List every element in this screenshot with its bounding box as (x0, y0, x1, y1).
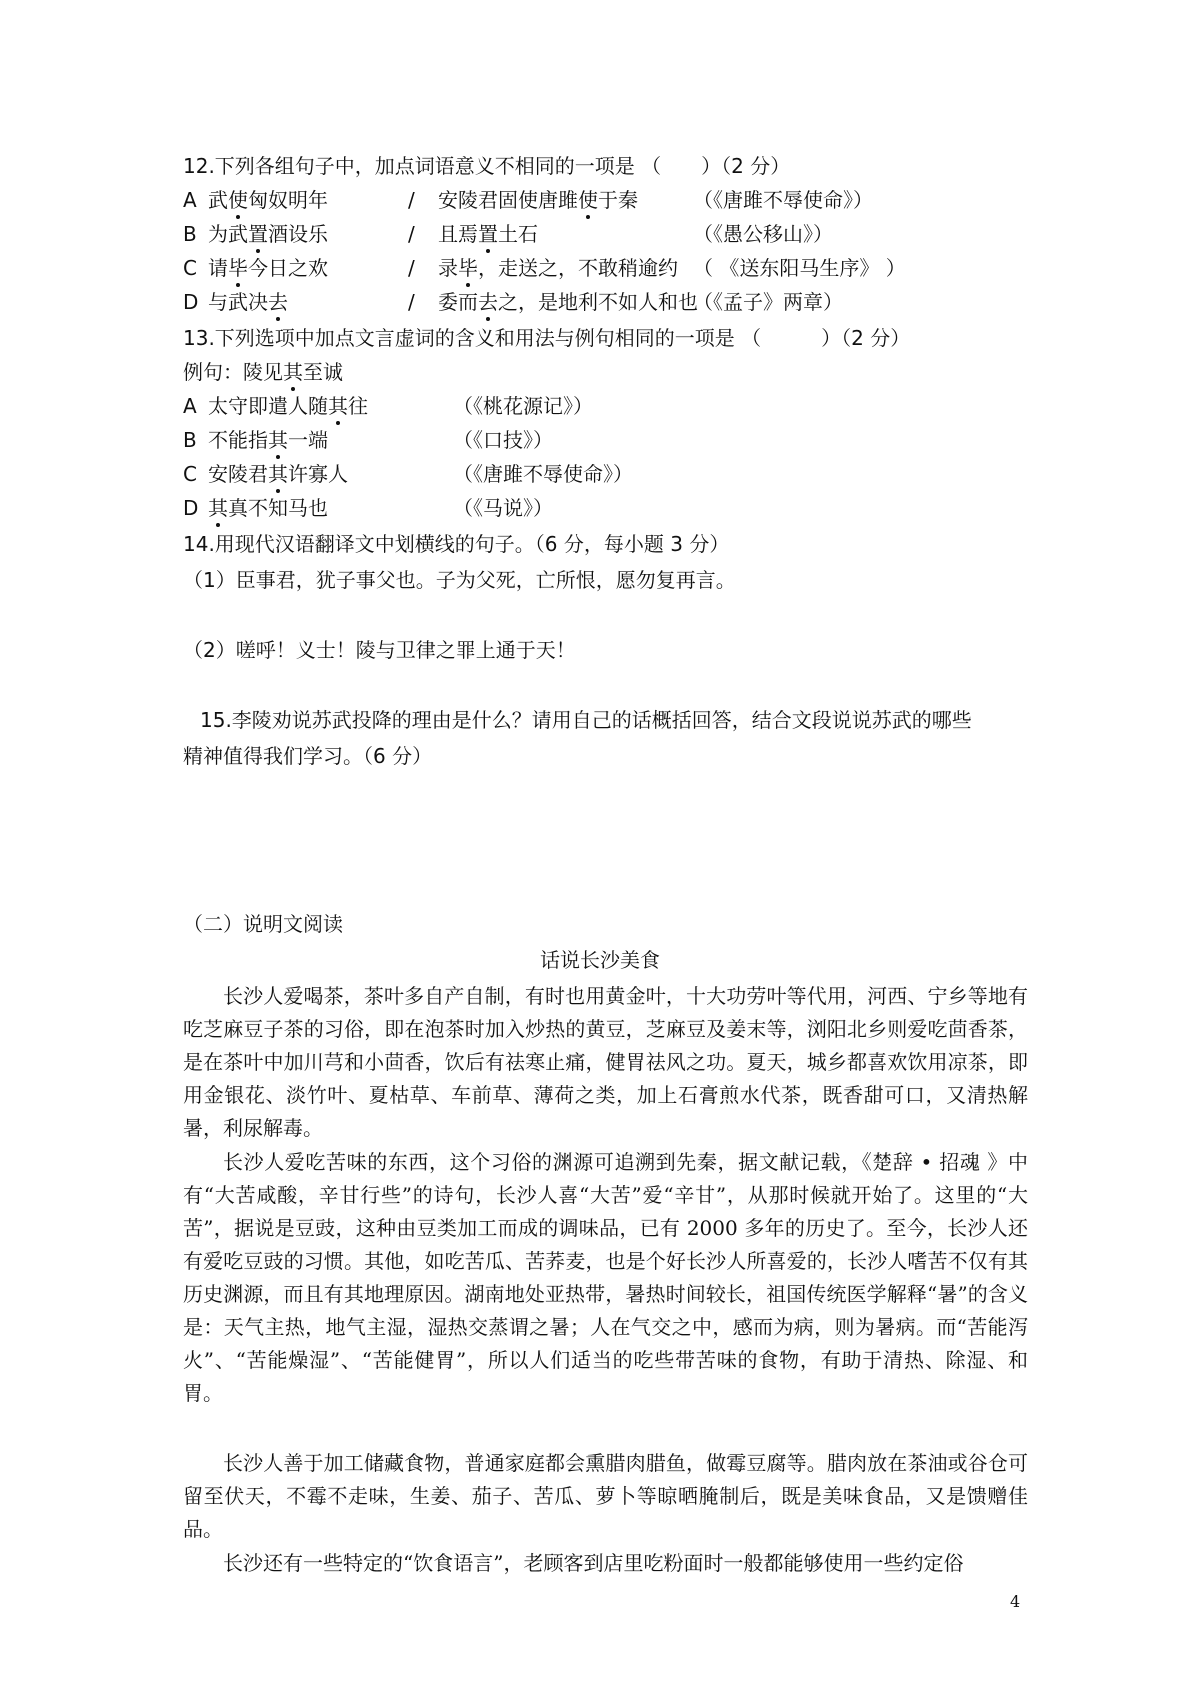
dotted-char: 使 (578, 188, 598, 212)
dotted-char: 置 (248, 222, 268, 246)
dotted-char: 去 (478, 290, 498, 314)
option-text: 安陵君其许寡人 (208, 462, 348, 486)
option-label: C (183, 462, 197, 486)
option-source: （《孟子》两章） (693, 290, 843, 314)
article-title: 话说长沙美食 (540, 948, 660, 972)
option-right-text: 委而去之，是地利不如人和也 (438, 290, 698, 314)
option-slash: / (408, 290, 415, 314)
option-source: （《愚公移山》） (693, 222, 833, 246)
option-right-text: 安陵君固使唐雎使于秦 (438, 188, 638, 212)
option-label: D (183, 496, 199, 520)
option-text: 不能指其一端 (208, 428, 328, 452)
page-number: 4 (1010, 1592, 1021, 1611)
q13-stem: 13.下列选项中加点文言虚词的含义和用法与例句相同的一项是 （ ）（2 分） (183, 326, 911, 350)
option-left-text: 请毕今日之欢 (208, 256, 328, 280)
option-text: 太守即遣人随其往 (208, 394, 368, 418)
dotted-char: 毕 (228, 256, 248, 280)
option-source: （ 《送东阳马生序》 ） (693, 256, 906, 280)
option-slash: / (408, 222, 415, 246)
option-left-text: 为武置酒设乐 (208, 222, 328, 246)
dotted-char: 其 (283, 360, 303, 384)
option-label: D (183, 290, 199, 314)
section-label: （二）说明文阅读 (183, 912, 343, 936)
q12-stem: 12.下列各组句子中，加点词语意义不相同的一项是 （ ）（2 分） (183, 154, 791, 178)
option-label: A (183, 394, 197, 418)
dotted-char: 其 (208, 496, 228, 520)
article-paragraph-3: 长沙人善于加工储藏食物，普通家庭都会熏腊肉腊鱼，做霉豆腐等。腊肉放在茶油或谷仓可留至伏天，不霉不走味，生姜、茄子、苦瓜、萝卜等晾晒腌制后，既是美味食品，又是馈赠佳品。 (183, 1451, 1028, 1541)
option-left-text: 武使匈奴明年 (208, 188, 328, 212)
article-paragraph-4: 长沙还有一些特定的“饮食语言”，老顾客到店里吃粉面时一般都能够使用一些约定俗 (223, 1551, 964, 1575)
option-source: （《马说》） (453, 496, 553, 520)
dotted-char: 毕 (458, 256, 478, 280)
dotted-char: 其 (268, 428, 288, 452)
q13-example: 例句：陵见其至诚 (183, 360, 343, 384)
dotted-char: 置 (478, 222, 498, 246)
article-paragraph-2: 长沙人爱吃苦味的东西，这个习俗的渊源可追溯到先秦，据文献记载，《楚辞 • 招魂 》中有“大苦咸酸，辛甘行些”的诗句，长沙人喜“大苦”爱“辛甘”，从那时候就开始了。这里的“大苦”，据说是豆豉，这种由豆类加工而成的调味品，已有 2000 多年的历史了。至今，长沙人还有爱吃豆豉的习惯。其他，如吃苦瓜、苦荞麦，也是个好长沙人所喜爱的，长沙人嗜苦不仅有其历史渊源，而且有其地理原因。湖南地处亚热带，暑热时间较长，祖国传统医学解释“暑”的含义是：天气主热，地气主湿，湿热交蒸谓之暑；人在气交之中，感而为病，则为暑病。而“苦能泻火”、“苦能燥湿”、“苦能健胃”，所以人们适当的吃些带苦味的食物，有助于清热、除湿、和胃。 (183, 1150, 1028, 1405)
option-label: B (183, 428, 197, 452)
option-text: 其真不知马也 (208, 496, 328, 520)
option-label: B (183, 222, 197, 246)
option-source: （《唐雎不辱使命》） (693, 188, 873, 212)
option-left-text: 与武决去 (208, 290, 288, 314)
dotted-char: 去 (268, 290, 288, 314)
option-label: A (183, 188, 197, 212)
q14-item-2: （2）嗟呼！义士！陵与卫律之罪上通于天！ (183, 638, 576, 662)
q15-line-2: 精神值得我们学习。（6 分） (183, 744, 433, 768)
q15-line-1: 15.李陵劝说苏武投降的理由是什么？请用自己的话概括回答，结合文段说说苏武的哪些 (200, 708, 972, 732)
option-right-text: 录毕，走送之，不敢稍逾约 (438, 256, 678, 280)
option-source: （《口技》） (453, 428, 553, 452)
article-paragraph-1: 长沙人爱喝茶，茶叶多自产自制，有时也用黄金叶，十大功劳叶等代用，河西、宁乡等地有吃芝麻豆子茶的习俗，即在泡茶时加入炒热的黄豆，芝麻豆及姜末等，浏阳北乡则爱吃茴香茶，是在茶叶中加川芎和小茴香，饮后有祛寒止痛，健胃祛风之功。夏天，城乡都喜欢饮用凉茶，即用金银花、淡竹叶、夏枯草、车前草、薄荷之类，加上石膏煎水代茶，既香甜可口，又清热解暑，利尿解毒。 (183, 984, 1028, 1140)
option-source: （《唐雎不辱使命》） (453, 462, 633, 486)
dotted-char: 其 (328, 394, 348, 418)
dotted-char: 使 (228, 188, 248, 212)
q14-item-1: （1）臣事君，犹子事父也。子为父死，亡所恨，愿勿复再言。 (183, 568, 736, 592)
option-label: C (183, 256, 197, 280)
option-slash: / (408, 188, 415, 212)
q14-stem: 14.用现代汉语翻译文中划横线的句子。（6 分，每小题 3 分） (183, 532, 730, 556)
option-source: （《桃花源记》） (453, 394, 593, 418)
option-slash: / (408, 256, 415, 280)
dotted-char: 其 (268, 462, 288, 486)
option-right-text: 且焉置土石 (438, 222, 538, 246)
